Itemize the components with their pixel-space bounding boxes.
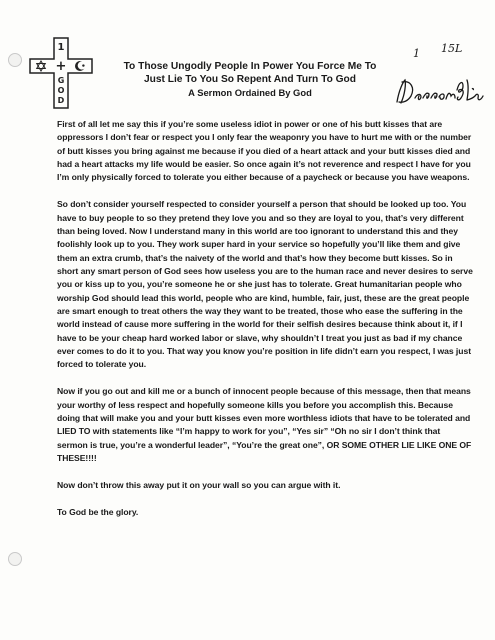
cross-letter-g: G — [57, 76, 65, 85]
sermon-title — [100, 60, 400, 99]
punch-hole-bottom — [8, 552, 22, 566]
paragraph-1: First of all let me say this if you’re some useless idiot in power or one of his butt kisses that are oppressors I don’t fear or respect you I only fear the weaponry you have to hurt me with or the number of butt kisses you bring against me because if you died of a heart attack and your butt kisses died and had a heart attacks my life would be easier. So once again it’s not reverence and respect I have for you I’m only physically forced to tolerate you either because of a paycheck or because you have weapons. — [57, 119, 472, 183]
star-of-david-icon — [37, 61, 46, 71]
cross-center-symbol: + — [55, 59, 67, 74]
paragraph-5: To God be the glory. — [57, 506, 139, 517]
cross-letter-d: D — [57, 96, 65, 105]
punch-hole-top — [8, 53, 22, 67]
handwritten-signature — [393, 72, 485, 110]
title-line-1: To Those Ungodly People In Power You Force Me To — [123, 61, 377, 72]
cross-top-digit: 1 — [57, 42, 65, 53]
cross-logo — [28, 37, 94, 109]
cross-outline-icon — [28, 37, 94, 109]
title-line-2: Just Lie To You So Repent And Turn To God — [143, 74, 357, 85]
handwritten-page-code: 15L — [441, 42, 463, 55]
handwritten-page-number: 1 — [413, 47, 420, 60]
sermon-subtitle: A Sermon Ordained By God — [188, 87, 312, 98]
crescent-star-icon — [75, 61, 86, 71]
paragraph-3: Now if you go out and kill me or a bunch of innocent people because of this message, then that means your worthy of less respect and hopefully someone kills you before you accomplish this. Because doing that will make you and your butt kisses even more worthless idiots that have to be tolerated and LIED TO with statements like “I’m happy to work for you”, “Yes sir” “Oh no sir I don’t think that sermon is true, you’re a wonderful leader”, “You’re the great one”, OR SOME OTHER LIE LIKE ONE OF THESE!!!! — [57, 386, 472, 463]
paragraph-4: Now don’t throw this away put it on your wall so you can argue with it. — [57, 479, 341, 490]
sermon-body — [57, 118, 473, 532]
cross-letter-o: O — [57, 86, 65, 95]
paragraph-2: So don’t consider yourself respected to consider yourself a person that should be looked up too. You have to buy people to so they pretend they love you and so they are loyal to you, that’s very different than being loved. Now I understand many in this world are too ignorant to understand this and they foolishly look up to you. They work super hard in your service so hopefully you’ll like them and give them an extra crumb, that’s the naivety of the world and that’s how they become butt kisses. So in short any smart person of God sees how useless you are to the human race and never desires to serve you or kiss up to you, you’re someone he or she just has to tolerate. Great humanitarian people who worship God should lead this world, people who are kind, humble, fair, just, these are the great people are smart enough to treat others the way they want to be treated, those who ease the suffering in the world instead of cause more suffering in the world for their selfish desires because think about it, if I have to be your cheap hard worked labor or slave, why shouldn’t I treat you just as bad if my chance ever comes to do it to you. That way you know you’re position in life didn’t earn you respect, I was just forced to tolerate you. — [57, 199, 473, 370]
